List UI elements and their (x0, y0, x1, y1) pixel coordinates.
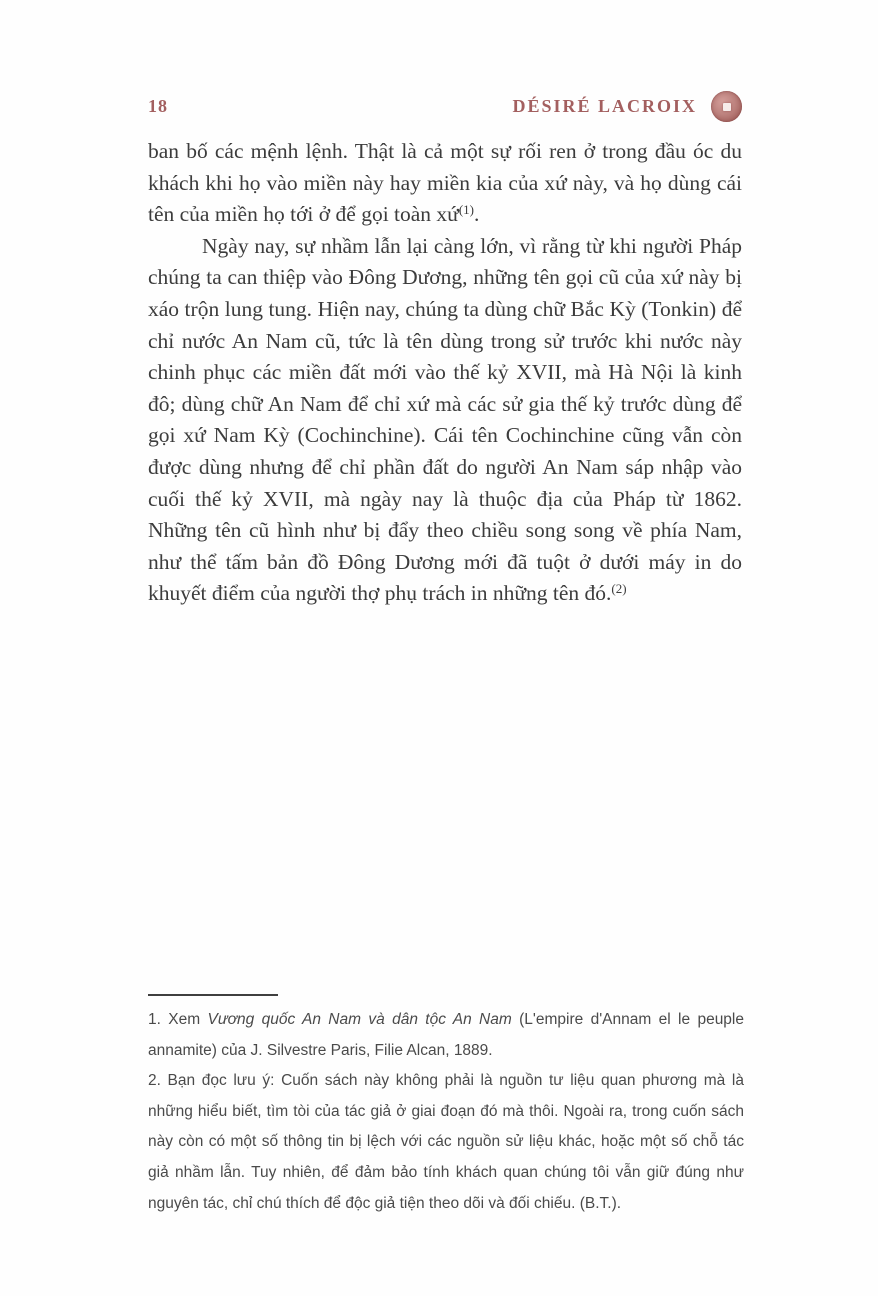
paragraph-1 (148, 136, 742, 231)
footnote-1-title: Vương quốc An Nam và dân tộc An Nam (207, 1011, 512, 1028)
paragraph-1-ending: . (474, 202, 480, 227)
footnote-2-text: 2. Bạn đọc lưu ý: Cuốn sách này không phải là nguồn tư liệu quan phương mà là những hiểu biết, tìm tòi của tác giả ở giai đoạn đó mà thôi. Ngoài ra, trong cuốn sách này còn có một số thông tin bị lệch với các nguồn sử liệu khác, hoặc một số chỗ tác giả nhầm lẫn. Tuy nhiên, để đảm bảo tính khách quan chúng tôi vẫn giữ đúng như nguyên tác, chỉ chú thích để độc giả tiện theo dõi và đối chiếu. (B.T.). (148, 1072, 744, 1212)
footnote-ref-1: (1) (458, 202, 475, 218)
paragraph-2-text: Ngày nay, sự nhầm lẫn lại càng lớn, vì rằng từ khi người Pháp chúng ta can thiệp vào Đông Dương, những tên gọi cũ của xứ này bị xáo trộn lung tung. Hiện nay, chúng ta dùng chữ Bắc Kỳ (Tonkin) để chỉ nước An Nam cũ, tức là tên dùng trong sử trước khi nước này chinh phục các miền đất mới vào thế kỷ XVII, mà Hà Nội là kinh đô; dùng chữ An Nam để chỉ xứ mà các sử gia thế kỷ trước dùng để gọi xứ Nam Kỳ (Cochinchine). Cái tên Cochinchine cũng vẫn còn được dùng nhưng để chỉ phần đất do người An Nam sáp nhập vào cuối thế kỷ XVII, mà ngày nay là thuộc địa của Pháp từ 1862. Những tên cũ hình như bị đẩy theo chiều song song về phía Nam, như thể tấm bản đồ Đông Dương mới đã tuột ở dưới máy in do khuyết điểm của người thợ phụ trách in những tên đó. (148, 233, 742, 606)
coin-icon (711, 91, 742, 122)
footnote-1 (148, 1005, 744, 1066)
footnote-separator (148, 994, 278, 996)
header-author-group (512, 91, 742, 122)
running-header (148, 91, 742, 122)
footnote-1-rest: (L'empire d'Annam el le peuple annamite) của J. Silvestre Paris, Filie Alcan, 1889. (148, 1011, 744, 1059)
body-text (148, 136, 742, 610)
author-name: DÉSIRÉ LACROIX (512, 96, 697, 116)
footnote-1-prefix: 1. Xem (148, 1011, 208, 1028)
footnote-ref-2: (2) (611, 581, 627, 597)
paragraph-2 (148, 231, 742, 610)
footnotes-section (148, 994, 744, 1219)
footnote-2 (148, 1066, 744, 1219)
page-number: 18 (148, 96, 168, 116)
paragraph-1-text: ban bố các mệnh lệnh. Thật là cả một sự rối ren ở trong đầu óc du khách khi họ vào miền này hay miền kia của xứ này, và họ dùng cái tên của miền họ tới ở để gọi toàn xứ (148, 139, 742, 227)
